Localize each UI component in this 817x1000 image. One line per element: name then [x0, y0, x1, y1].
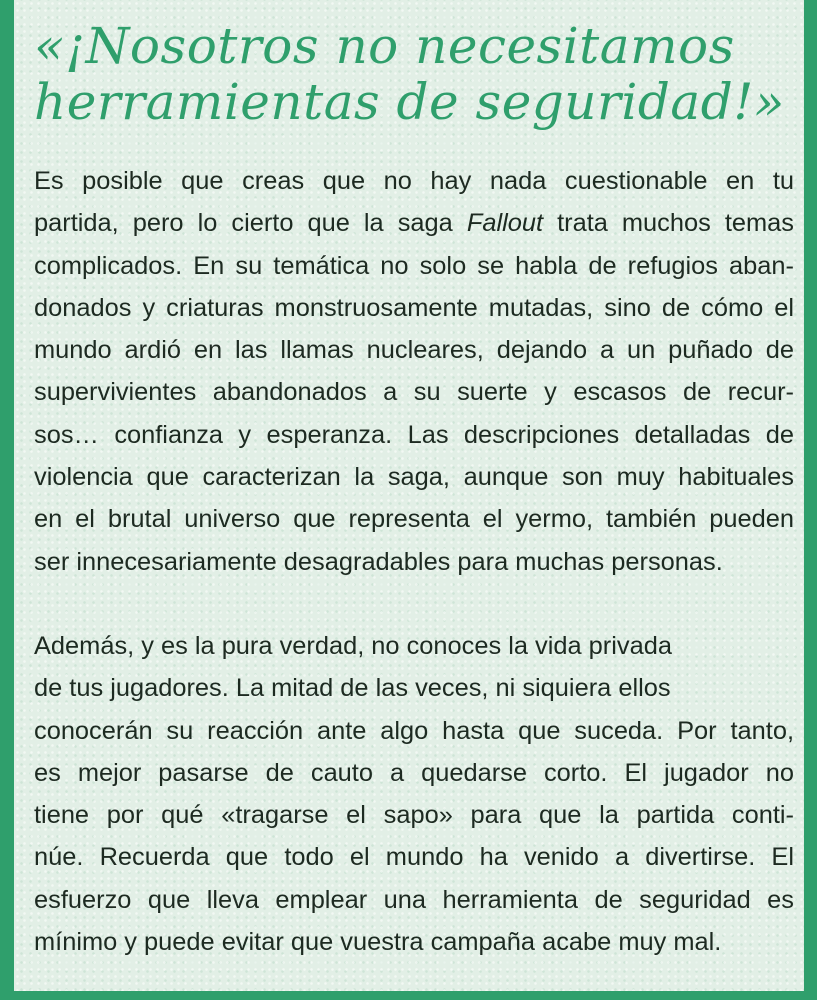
text-line: en el brutal universo que representa el yermo, también pueden	[34, 505, 794, 534]
text-line: tiene por qué «tragarse el sapo» para que la partida conti-	[34, 801, 794, 830]
paragraph-1	[34, 160, 794, 583]
text-segment: trata muchos temas	[543, 209, 794, 238]
title-line-2: herramientas de seguridad!»	[34, 73, 785, 131]
text-line: núe. Recuerda que todo el mundo ha venido a divertirse. El	[34, 843, 794, 872]
title-line-1: «¡Nosotros no necesitamos	[34, 17, 735, 75]
paragraph-spacer	[34, 583, 794, 625]
text-line: mundo ardió en las llamas nucleares, dejando a un puñado de	[34, 336, 794, 365]
page-title	[34, 18, 794, 130]
sidebar-panel	[14, 0, 804, 991]
text-line	[34, 202, 794, 244]
text-line: donados y criaturas monstruosamente mutadas, sino de cómo el	[34, 293, 794, 322]
text-line: es mejor pasarse de cauto a quedarse corto. El jugador no	[34, 758, 794, 787]
text-line: sos… confianza y esperanza. Las descripciones detalladas de	[34, 420, 794, 449]
paragraph-2	[34, 625, 794, 963]
text-line: complicados. En su temática no solo se habla de refugios aban-	[34, 251, 794, 280]
text-line: mínimo y puede evitar que vuestra campaña acabe muy mal.	[34, 928, 722, 957]
text-line: Es posible que creas que no hay nada cuestionable en tu	[34, 167, 794, 195]
text-line: ser innecesariamente desagradables para muchas personas.	[34, 547, 723, 576]
game-title-italic: Fallout	[466, 209, 544, 238]
text-line: esfuerzo que lleva emplear una herramienta de seguridad es	[34, 885, 794, 914]
text-line: supervivientes abandonados a su suerte y escasos de recur-	[34, 378, 794, 407]
text-line: Además, y es la pura verdad, no conoces la vida privada	[34, 631, 672, 660]
text-line: de tus jugadores. La mitad de las veces, ni siquiera ellos	[34, 674, 671, 703]
text-segment: partida, pero lo cierto que la saga	[34, 209, 467, 238]
text-line: conocerán su reacción ante algo hasta que suceda. Por tanto,	[34, 716, 794, 745]
text-line: violencia que caracterizan la saga, aunque son muy habituales	[34, 463, 794, 492]
body-text	[34, 160, 794, 963]
